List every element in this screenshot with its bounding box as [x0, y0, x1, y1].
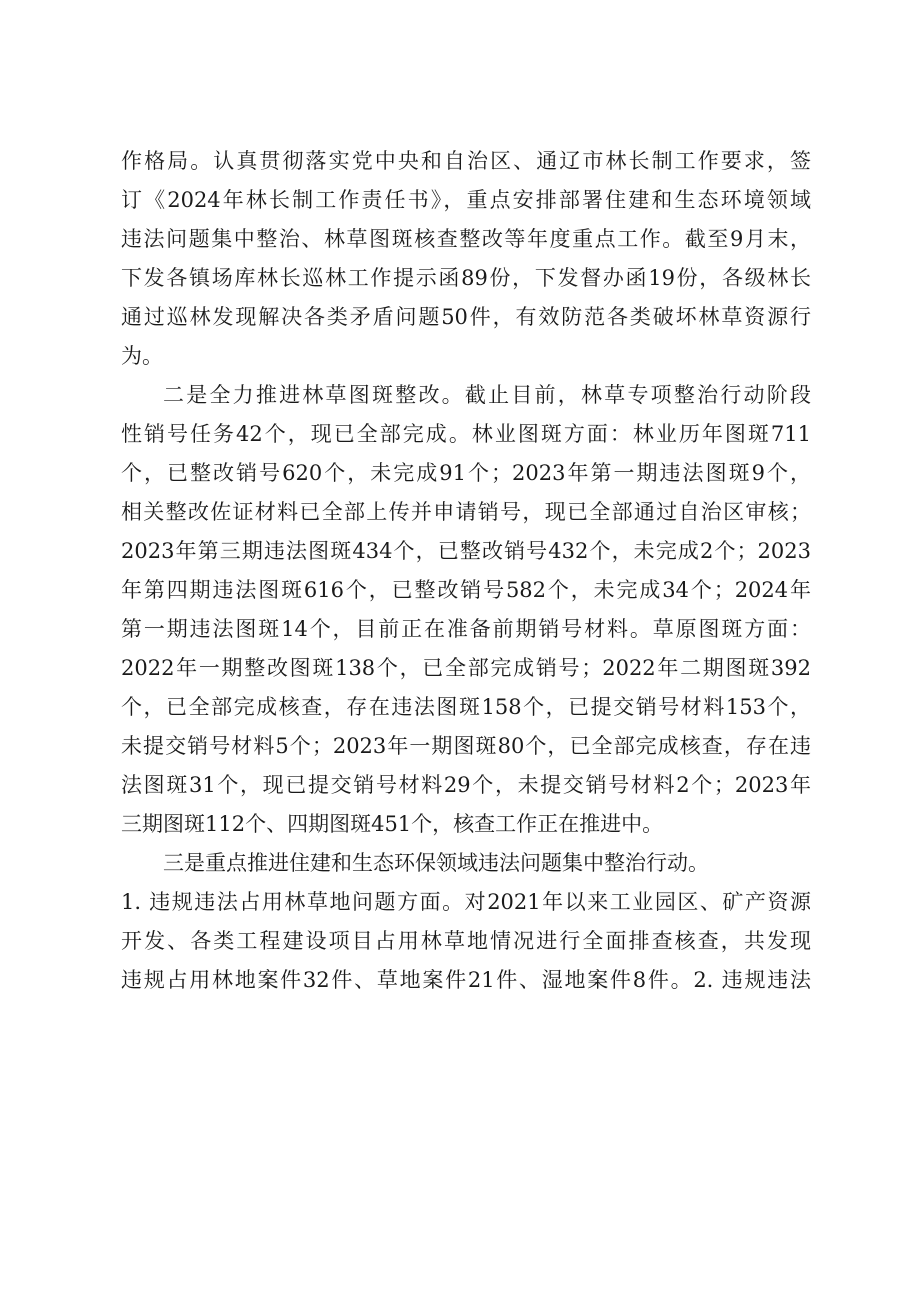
text-line: 1. 违规违法占用林草地问题方面。对2021年以来工业园区、矿产资源 [121, 890, 811, 914]
text-line: 2022年一期整改图斑138个，已全部完成销号；2022年二期图斑392 [121, 656, 811, 680]
text-line: 下发各镇场库林长巡林工作提示函89份，下发督办函19份，各级林长 [121, 266, 811, 290]
text-line: 2023年第三期违法图斑434个，已整改销号432个，未完成2个；2023 [121, 539, 811, 563]
text-line: 三期图斑112个、四期图斑451个，核查工作正在推进中。 [121, 812, 664, 836]
text-line: 未提交销号材料5个；2023年一期图斑80个，已全部完成核查，存在违 [121, 734, 811, 758]
text-line: 违法问题集中整治、林草图斑核查整改等年度重点工作。截至9月末， [121, 227, 811, 251]
text-line: 为。 [121, 344, 163, 368]
text-line: 第一期违法图斑14个，目前正在准备前期销号材料。草原图斑方面： [121, 617, 811, 641]
text-line: 相关整改佐证材料已全部上传并申请销号，现已全部通过自治区审核； [121, 500, 811, 524]
text-line: 通过巡林发现解决各类矛盾问题50件，有效防范各类破坏林草资源行 [121, 305, 811, 329]
text-line: 年第四期违法图斑616个，已整改销号582个，未完成34个；2024年 [121, 578, 811, 602]
text-line: 个，已整改销号620个，未完成91个；2023年第一期违法图斑9个， [121, 461, 811, 485]
text-line: 性销号任务42个，现已全部完成。林业图斑方面：林业历年图斑711 [121, 422, 811, 446]
text-line: 个，已全部完成核查，存在违法图斑158个，已提交销号材料153个， [121, 695, 811, 719]
paragraph-start-line: 二是全力推进林草图斑整改。截止目前，林草专项整治行动阶段 [163, 383, 811, 407]
body-text [121, 142, 811, 1000]
text-line: 作格局。认真贯彻落实党中央和自治区、通辽市林长制工作要求，签 [121, 149, 811, 173]
text-line: 法图斑31个，现已提交销号材料29个，未提交销号材料2个；2023年 [121, 773, 811, 797]
paragraph-start-line: 三是重点推进住建和生态环保领域违法问题集中整治行动。 [163, 851, 709, 875]
text-line: 订《2024年林长制工作责任书》，重点安排部署住建和生态环境领域 [121, 188, 811, 212]
text-line: 开发、各类工程建设项目占用林草地情况进行全面排查核查，共发现 [121, 929, 811, 953]
text-line: 违规占用林地案件32件、草地案件21件、湿地案件8件。2. 违规违法 [121, 968, 811, 992]
